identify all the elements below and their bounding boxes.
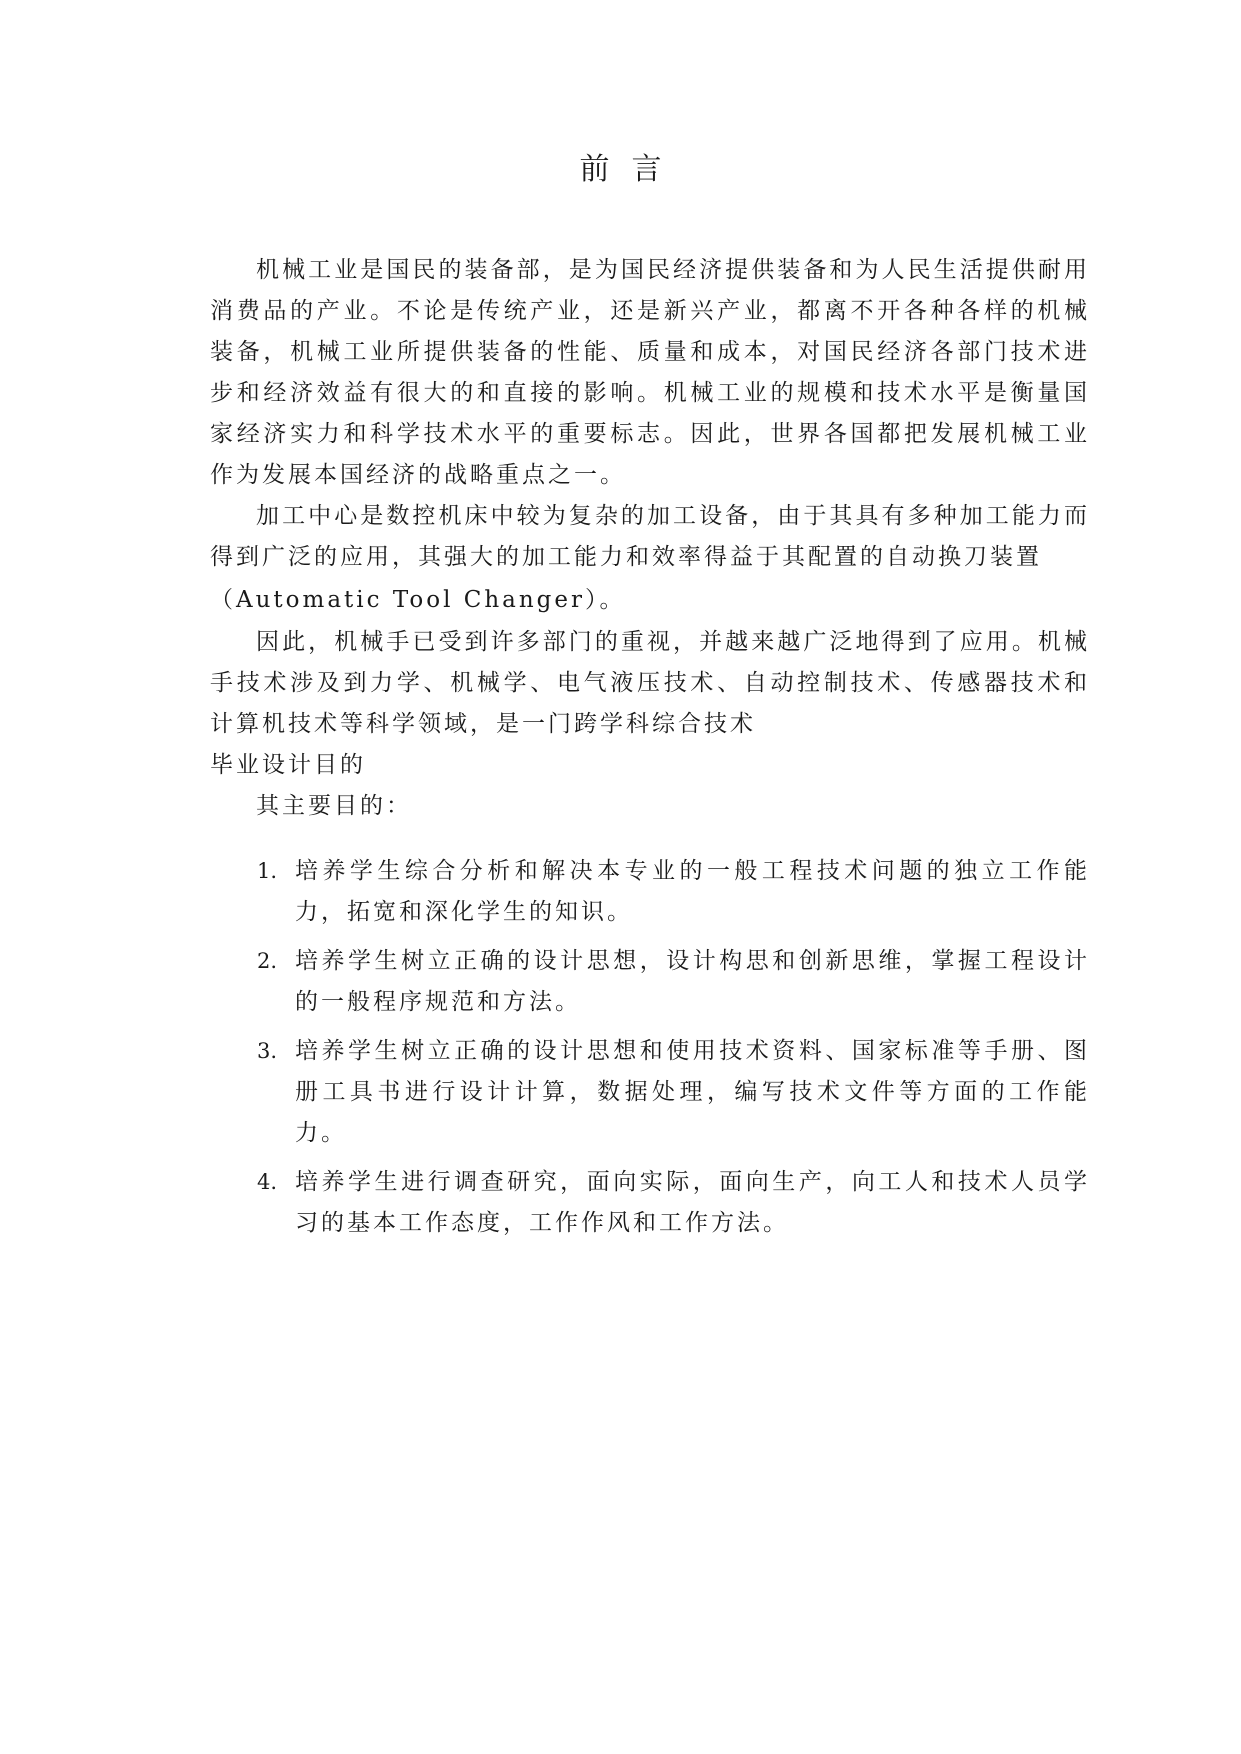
document-body xyxy=(210,250,1090,1252)
list-item-number: 4. xyxy=(257,1170,278,1194)
list-item xyxy=(210,851,1090,933)
list-item xyxy=(210,1031,1090,1154)
list-item-text: 培养学生树立正确的设计思想和使用技术资料、国家标准等手册、图册工具书进行设计计算，数据处理，编写技术文件等方面的工作能力。 xyxy=(295,1038,1090,1146)
paragraph-machining-center: 加工中心是数控机床中较为复杂的加工设备，由于其具有多种加工能力而得到广泛的应用，其强大的加工能力和效率得益于其配置的自动换刀装置 xyxy=(210,503,1090,570)
objectives-list xyxy=(210,851,1090,1244)
list-item-number: 2. xyxy=(257,949,278,973)
section-heading: 毕业设计目的 xyxy=(210,752,366,778)
list-item xyxy=(210,941,1090,1023)
page-title: 前言 xyxy=(579,152,684,187)
paragraph-intro: 机械工业是国民的装备部，是为国民经济提供装备和为人民生活提供耐用消费品的产业。不论是传统产业，还是新兴产业，都离不开各种各样的机械装备，机械工业所提供装备的性能、质量和成本，对国民经济各部门技术进步和经济效益有很大的和直接的影响。机械工业的规模和技术水平是衡量国家经济实力和科学技术水平的重要标志。因此，世界各国都把发展机械工业作为发展本国经济的战略重点之一。 xyxy=(210,257,1090,488)
list-item-number: 1. xyxy=(257,859,278,883)
list-item-text: 培养学生树立正确的设计思想，设计构思和创新思维，掌握工程设计的一般程序规范和方法。 xyxy=(295,948,1090,1015)
list-item-text: 培养学生综合分析和解决本专业的一般工程技术问题的独立工作能力，拓宽和深化学生的知识。 xyxy=(295,858,1090,925)
list-item-text: 培养学生进行调查研究，面向实际，面向生产，向工人和技术人员学习的基本工作态度，工作作风和工作方法。 xyxy=(295,1169,1090,1236)
paragraph-manipulator: 因此，机械手已受到许多部门的重视，并越来越广泛地得到了应用。机械手技术涉及到力学、机械学、电气液压技术、自动控制技术、传感器技术和计算机技术等科学领域，是一门跨学科综合技术 xyxy=(210,629,1090,737)
list-item xyxy=(210,1162,1090,1244)
paragraph-atc: （Automatic Tool Changer）。 xyxy=(210,587,626,613)
list-lead: 其主要目的： xyxy=(256,793,412,819)
list-item-number: 3. xyxy=(257,1039,278,1063)
